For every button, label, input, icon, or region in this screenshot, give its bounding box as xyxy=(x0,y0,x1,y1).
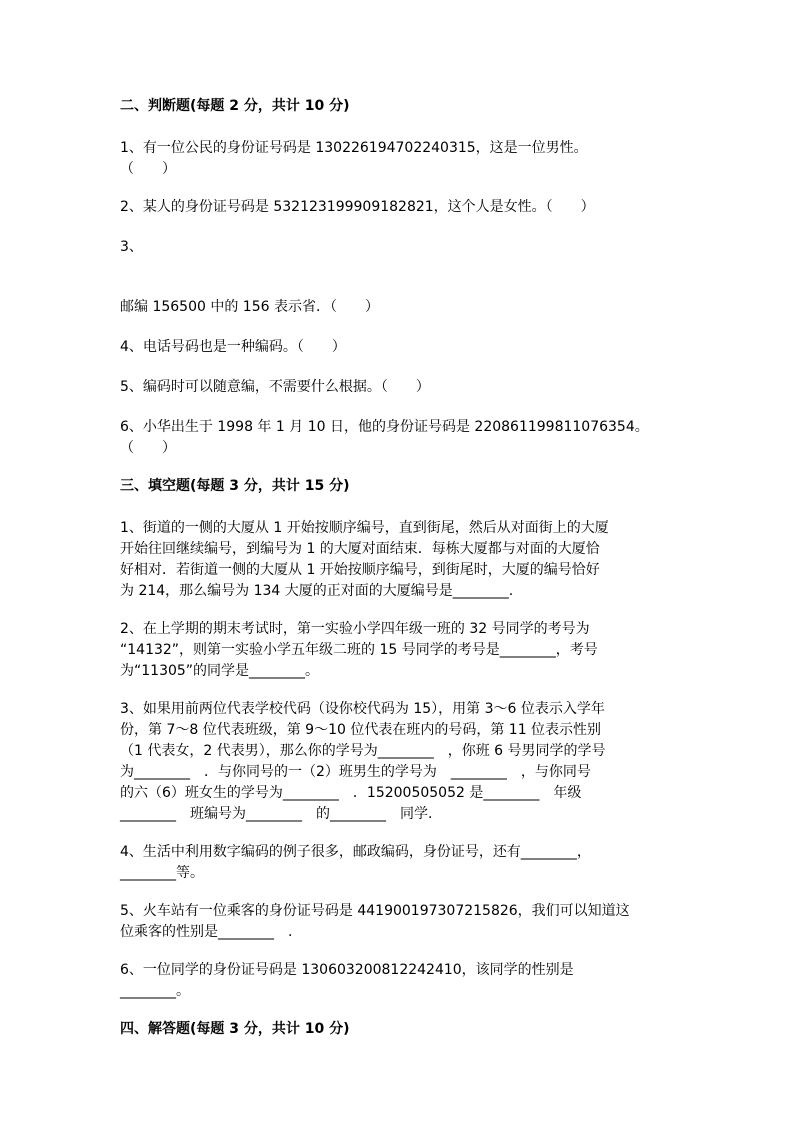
answer-parentheses: （ ） xyxy=(120,161,176,177)
section-4-heading: 四、解答题(每题 3 分，共计 10 分) xyxy=(120,1021,350,1037)
fill-item-1 xyxy=(120,518,680,602)
item-line: 5、火车站有一位乘客的身份证号码是 441900197307215826，我们可以知道这 xyxy=(120,903,630,919)
item-line: 6、小华出生于 1998 年 1 月 10 日，他的身份证号码是 220861199811076354。 xyxy=(120,419,649,435)
item-line: 3、如果用前两位代表学校代码（设你校代码为 15），用第 3～6 位表示入学年 xyxy=(120,701,605,717)
judgment-item-6 xyxy=(120,417,680,459)
judgment-item-5 xyxy=(120,377,680,398)
item-line: 的六（6）班女生的学号为________ ．15200505052 是________ 年级 xyxy=(120,785,582,801)
judgment-item-3 xyxy=(120,237,680,258)
item-line: ________。 xyxy=(120,983,190,999)
item-line: 2、在上学期的期末考试时，第一实验小学四年级一班的 32 号同学的考号为 xyxy=(120,621,590,637)
fill-item-2 xyxy=(120,619,680,682)
fill-item-6 xyxy=(120,960,680,1002)
item-line: 4、生活中利用数字编码的例子很多，邮政编码，身份证号，还有________， xyxy=(120,844,591,860)
item-line: 5、编码时可以随意编，不需要什么根据。（ ） xyxy=(120,379,430,395)
item-line: 邮编 156500 中的 156 表示省．（ ） xyxy=(120,299,379,315)
section-3-heading: 三、填空题(每题 3 分，共计 15 分) xyxy=(120,478,350,494)
item-line: （1 代表女，2 代表男），那么你的学号为________ ，你班 6 号男同学的学号 xyxy=(120,743,606,759)
item-line: 为________ ．与你同号的一（2）班男生的学号为 ________ ，与你同号 xyxy=(120,764,591,780)
item-line: “14132”，则第一实验小学五年级二班的 15 号同学的考号是________，考号 xyxy=(120,642,598,658)
section-2-heading: 二、判断题(每题 2 分，共计 10 分) xyxy=(120,98,350,114)
item-line: ________ 班编号为________ 的________ 同学. xyxy=(120,806,433,822)
fill-item-3 xyxy=(120,699,680,825)
answer-parentheses: （ ） xyxy=(120,440,176,456)
item-line: 为 214，那么编号为 134 大厦的正对面的大厦编号是________. xyxy=(120,583,514,599)
fill-item-4 xyxy=(120,842,680,884)
item-line: ________等。 xyxy=(120,865,204,881)
judgment-item-3-content xyxy=(120,297,680,318)
item-line: 1、街道的一侧的大厦从 1 开始按顺序编号，直到街尾，然后从对面街上的大厦 xyxy=(120,520,609,536)
item-line: 3、 xyxy=(120,239,143,255)
item-line: 份，第 7～8 位代表班级，第 9～10 位代表在班内的号码，第 11 位表示性别 xyxy=(120,722,602,738)
spacer xyxy=(120,275,680,297)
item-line: 位乘客的性别是________ . xyxy=(120,924,293,940)
item-line: 6、一位同学的身份证号码是 130603200812242410，该同学的性别是 xyxy=(120,962,574,978)
judgment-item-4 xyxy=(120,337,680,358)
item-line: 好相对．若街道一侧的大厦从 1 开始按顺序编号，到街尾时，大厦的编号恰好 xyxy=(120,562,600,578)
item-line: 2、某人的身份证号码是 532123199909182821，这个人是女性。（ ） xyxy=(120,199,595,215)
judgment-item-1 xyxy=(120,138,680,180)
item-line: 4、电话号码也是一种编码。（ ） xyxy=(120,339,346,355)
document-page xyxy=(120,96,680,1061)
item-line: 为“11305”的同学是________。 xyxy=(120,663,320,679)
judgment-item-2 xyxy=(120,197,680,218)
item-line: 开始往回继续编号，到编号为 1 的大厦对面结束．每栋大厦都与对面的大厦恰 xyxy=(120,541,600,557)
item-line: 1、有一位公民的身份证号码是 130226194702240315，这是一位男性。 xyxy=(120,140,588,156)
fill-item-5 xyxy=(120,901,680,943)
